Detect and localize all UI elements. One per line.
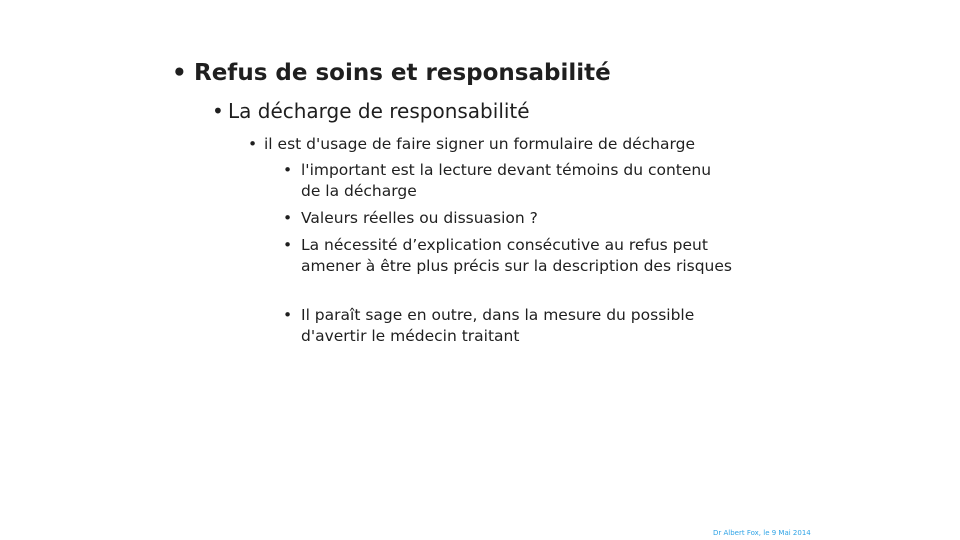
heading-level2 [212, 99, 530, 123]
bullet-level4-item [283, 160, 733, 201]
heading-level1 [172, 60, 611, 86]
bullet-level4-text: l'important est la lecture devant témoins du contenu de la décharge [301, 161, 712, 200]
bullet-level3-text: il est d'usage de faire signer un formulaire de décharge [264, 135, 696, 153]
bullet-icon: • [212, 99, 224, 123]
bullet-icon: • [283, 306, 293, 324]
bullet-level3 [248, 135, 695, 153]
bullet-level4-item [283, 235, 733, 276]
heading-level2-text: La décharge de responsabilité [228, 99, 530, 123]
bullet-icon: • [172, 60, 187, 86]
bullet-icon: • [283, 209, 293, 227]
bullet-level4-item [283, 208, 733, 229]
bullet-icon: • [283, 236, 293, 254]
footer-credit: Dr Albert Fox, le 9 Mai 2014 [713, 529, 811, 537]
heading-level1-text: Refus de soins et responsabilité [194, 60, 611, 86]
bullet-level4-text: Valeurs réelles ou dissuasion ? [301, 209, 538, 227]
bullet-icon: • [248, 135, 258, 153]
bullet-icon: • [283, 161, 293, 179]
bullet-level4-text: Il paraît sage en outre, dans la mesure du possible d'avertir le médecin traitant [301, 306, 695, 345]
bullet-level4-item [283, 305, 733, 346]
bullet-level4-text: La nécessité d’explication consécutive au refus peut amener à être plus précis sur la description des risques [301, 236, 732, 275]
